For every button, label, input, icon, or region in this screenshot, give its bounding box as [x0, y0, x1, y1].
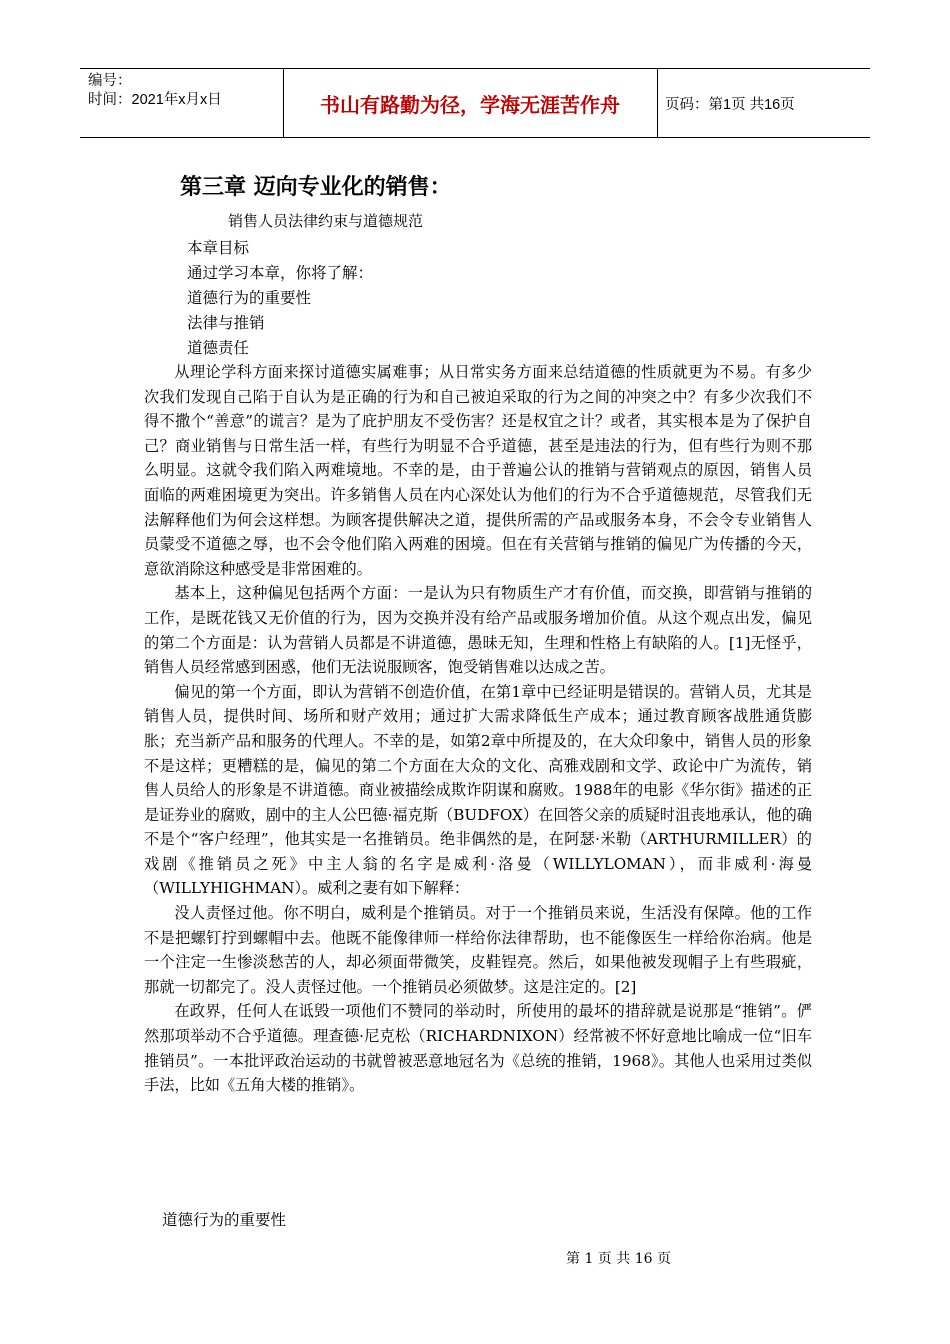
body-text [144, 360, 812, 1098]
paragraph: 基本上，这种偏见包括两个方面：一是认为只有物质生产才有价值，而交换，即营销与推销的工作，是既花钱又无价值的行为，因为交换并没有给产品或服务增加价值。从这个观点出发，偏见的第二个方面是：认为营销人员都是不讲道德，愚昧无知，生理和性格上有缺陷的人。[1]无怪乎，销售人员经常感到困惑，他们无法说服顾客，饱受销售难以达成之苦。 [144, 584, 812, 677]
objective-item: 法律与推销 [187, 314, 265, 332]
header-page-info: 页码：第1页 共16页 [665, 97, 795, 113]
number-label: 编号： [88, 73, 132, 89]
chapter-title: 第三章 迈向专业化的销售： [180, 175, 452, 200]
header-table [80, 68, 870, 138]
paragraph: 在政界，任何人在诋毁一项他们不赞同的举动时，所使用的最坏的措辞就是说那是“推销”。俨然那项举动不合乎道德。理查德·尼克松（RICHARDNIXON）经常被不怀好意地比喻成一位“旧车推销员”。一本批评政治运动的书就曾被恶意地冠名为《总统的推销，1968》。其他人也采用过类似手法，比如《五角大楼的推销》。 [144, 1002, 812, 1095]
time-label: 时间：2021年x月x日 [88, 92, 222, 108]
paragraph: 没人责怪过他。你不明白，威利是个推销员。对于一个推销员来说，生活没有保障。他的工作不是把螺钉拧到螺帽中去。他既不能像律师一样给你法律帮助，也不能像医生一样给你治病。他是一个注定一生惨淡愁苦的人，却必须面带微笑，皮鞋锃亮。然后，如果他被发现帽子上有些瑕疵，那就一切都完了。没人责怪过他。一个推销员必须做梦。这是注定的。[2] [144, 904, 812, 996]
objective-item: 本章目标 [187, 239, 250, 257]
chapter-subtitle: 销售人员法律约束与道德规范 [228, 212, 424, 230]
header-left-cell [88, 72, 222, 110]
section-heading: 道德行为的重要性 [162, 1211, 287, 1229]
paragraph: 从理论学科方面来探讨道德实属难事；从日常实务方面来总结道德的性质就更为不易。有多少次我们发现自己陷于自认为是正确的行为和自己被迫采取的行为之间的冲突之中？有多少次我们不得不撒个“善意”的谎言？是为了庇护朋友不受伤害？还是权宜之计？或者，其实根本是为了保护自己？商业销售与日常生活一样，有些行为明显不合乎道德，甚至是违法的行为，但有些行为则不那么明显。这就令我们陷入两难境地。不幸的是，由于普遍公认的推销与营销观点的原因，销售人员面临的两难困境更为突出。许多销售人员在内心深处认为他们的行为不合乎道德规范，尽管我们无法解释他们为何会这样想。为顾客提供解决之道，提供所需的产品或服务本身，不会令专业销售人员蒙受不道德之辱，也不会令他们陷入两难的困境。但在有关营销与推销的偏见广为传播的今天，意欲消除这种感受是非常困难的。 [144, 363, 812, 578]
page-footer: 第 1 页 共 16 页 [566, 1251, 671, 1267]
paragraph: 偏见的第一个方面，即认为营销不创造价值，在第1章中已经证明是错误的。营销人员，尤其是销售人员，提供时间、场所和财产效用；通过扩大需求降低生产成本；通过教育顾客战胜通货膨胀；充当新产品和服务的代理人。不幸的是，如第2章中所提及的，在大众印象中，销售人员的形象不是这样；更糟糕的是，偏见的第二个方面在大众的文化、高雅戏剧和文学、政论中广为流传，销售人员给人的形象是不讲道德。商业被描绘成欺诈阴谋和腐败。1988年的电影《华尔街》描述的正是证券业的腐败，剧中的主人公巴德·福克斯（BUDFOX）在回答父亲的质疑时沮丧地承认，他的确不是个“客户经理”，他其实是一名推销员。绝非偶然的是，在阿瑟·米勒（ARTHURMILLER）的戏剧《推销员之死》中主人翁的名字是威利·洛曼（WILLYLOMAN），而非威利·海曼（WILLYHIGHMAN）。威利之妻有如下解释： [144, 682, 812, 898]
objective-item: 通过学习本章，你将了解： [187, 264, 374, 282]
objective-item: 道德行为的重要性 [187, 289, 312, 307]
header-divider [657, 69, 658, 137]
header-motto: 书山有路勤为径，学海无涯苦作舟 [320, 92, 620, 117]
objective-item: 道德责任 [187, 339, 250, 357]
